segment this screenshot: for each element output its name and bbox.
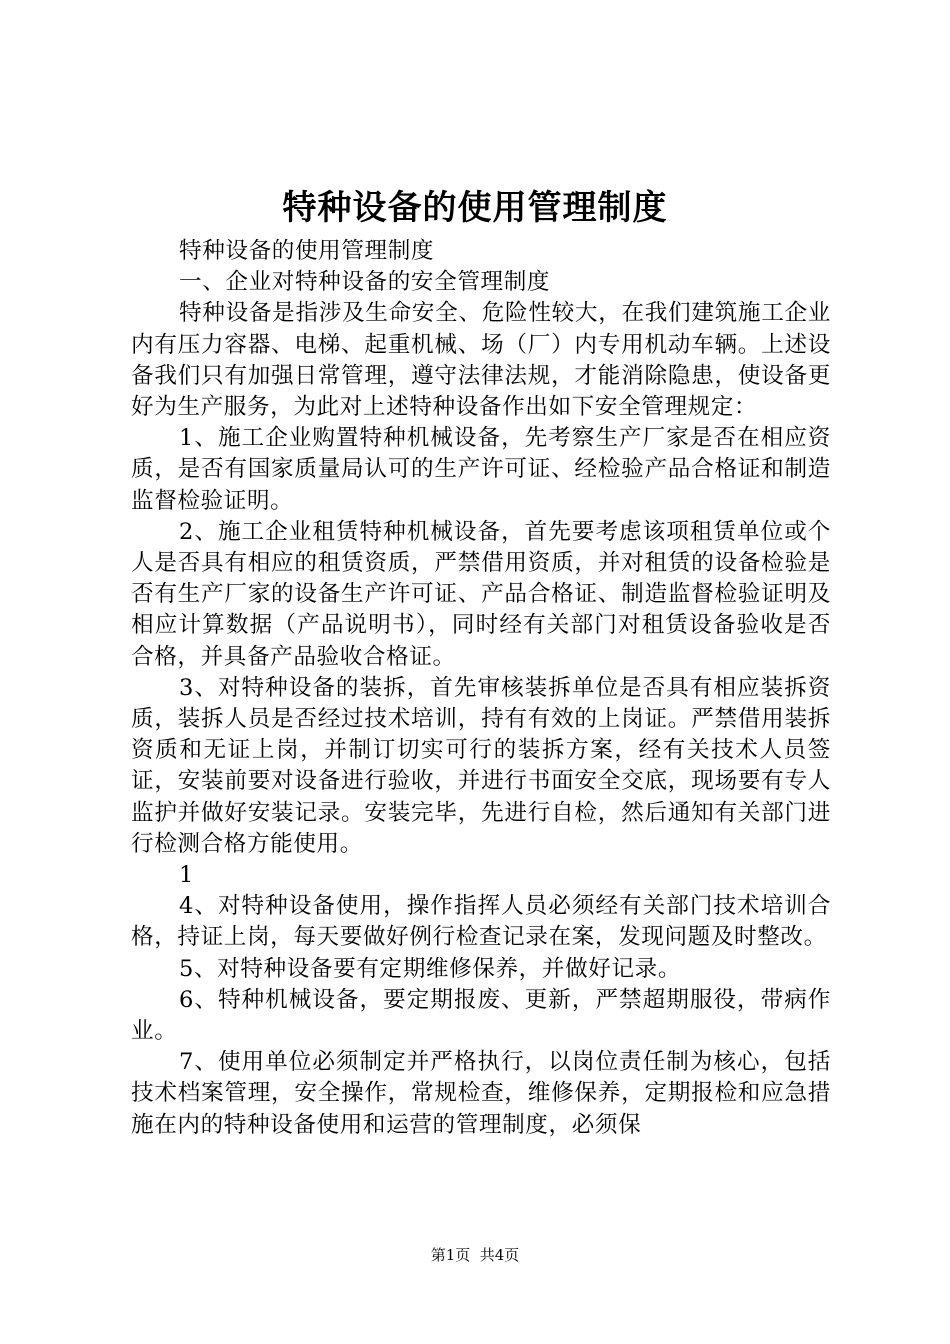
paragraph-item-1: 1、施工企业购置特种机械设备，先考察生产厂家是否在相应资质，是否有国家质量局认可的生产许可证、经检验产品合格证和制造监督检验证明。 xyxy=(131,425,831,514)
paragraph-item-7: 7、使用单位必须制定并严格执行，以岗位责任制为核心，包括技术档案管理，安全操作，常规检查，维修保养，定期报检和应急措施在内的特种设备使用和运营的管理制度，必须保 xyxy=(131,1049,831,1138)
paragraph-subtitle: 特种设备的使用管理制度 xyxy=(179,238,435,264)
paragraph-intro: 特种设备是指涉及生命安全、危险性较大，在我们建筑施工企业内有压力容器、电梯、起重机械、场（厂）内专用机动车辆。上述设备我们只有加强日常管理，遵守法律法规，才能消除隐患，使设备更好为生产服务，为此对上述特种设备作出如下安全管理规定： xyxy=(131,300,831,421)
paragraph-section-heading: 一、企业对特种设备的安全管理制度 xyxy=(179,269,551,296)
page-footer: 第1页 共4页 xyxy=(430,1246,520,1264)
document-title: 特种设备的使用管理制度 xyxy=(282,188,668,228)
paragraph-item-3: 3、对特种设备的装拆，首先审核装拆单位是否具有相应装拆资质，装拆人员是否经过技术培训，持有有效的上岗证。严禁借用装拆资质和无证上岗，并制订切实可行的装拆方案，经有关技术人员签证，安装前要对设备进行验收，并进行书面安全交底，现场要有专人监护并做好安装记录。安装完毕，先进行自检，然后通知有关部门进行检测合格方能使用。 xyxy=(131,674,831,857)
paragraph-item-2: 2、施工企业租赁特种机械设备，首先要考虑该项租赁单位或个人是否具有相应的租赁资质，严禁借用资质，并对租赁的设备检验是否有生产厂家的设备生产许可证、产品合格证、制造监督检验证明及相应计算数据（产品说明书），同时经有关部门对租赁设备验收是否合格，并具备产品验收合格证。 xyxy=(131,518,831,670)
paragraph-item-6: 6、特种机械设备，要定期报废、更新，严禁超期服役，带病作业。 xyxy=(131,986,831,1045)
inline-page-number: 1 xyxy=(179,862,194,889)
paragraph-item-5: 5、对特种设备要有定期维修保养，并做好记录。 xyxy=(179,955,682,982)
paragraph-item-4: 4、对特种设备使用，操作指挥人员必须经有关部门技术培训合格，持证上岗，每天要做好例行检查记录在案，发现问题及时整改。 xyxy=(131,893,831,951)
document-body xyxy=(131,236,831,1141)
